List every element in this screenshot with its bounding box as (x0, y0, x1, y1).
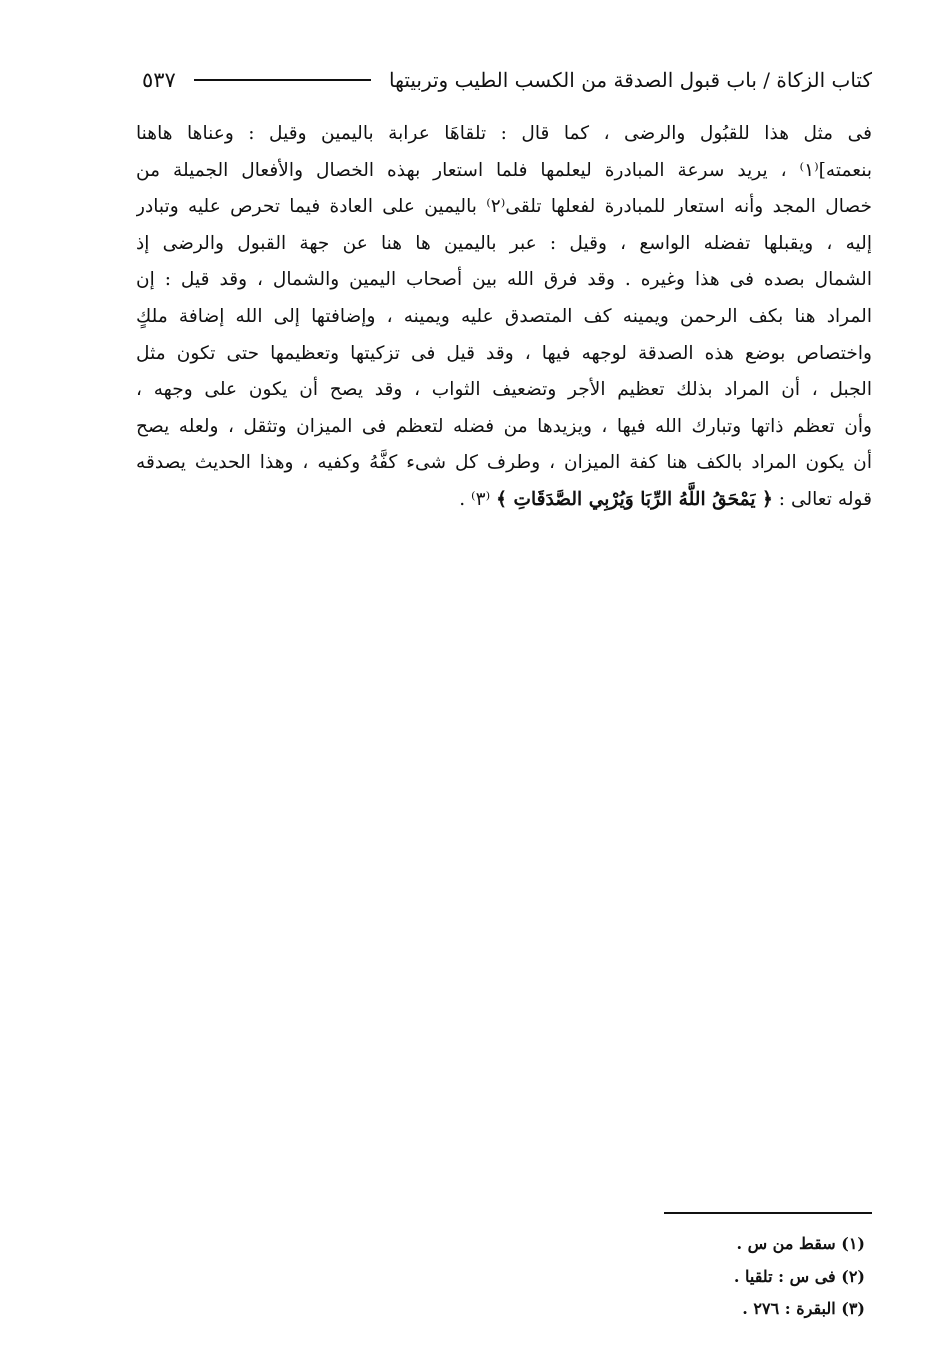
footnote: (٢) فى س : تلقيا . (733, 1266, 865, 1286)
text-line-last (136, 482, 872, 519)
footnote-ref: ⁽٣⁾ . (459, 488, 497, 510)
text-line: خصال المجد وأنه استعار للمبادرة لفعلها تلقى⁽٢⁾ باليمين على العادة فيما تحرص عليه وتبادر (136, 196, 872, 218)
page-number: ٥٣٧ (142, 68, 176, 92)
text-line: الجبل ، أن المراد بذلك تعظيم الأجر وتضعيف الثواب ، وقد يصح أن يكون على وجهه ، (136, 379, 872, 401)
text-line: واختصاص بوضع هذه الصدقة لوجهه فيها ، وقد قيل فى تزكيتها وتعظيمها حتى تكون مثل (136, 342, 872, 364)
footnote: (١) سقط من س . (736, 1234, 865, 1253)
text-line: المراد هنا بكف الرحمن ويمينه كف المتصدق عليه ويمينه ، وإضافتها إلى الله إضافة ملكٍ (136, 305, 872, 327)
running-header (142, 62, 872, 98)
text-line: الشمال بصده فى هذا وغيره . وقد فرق الله بين أصحاب اليمين والشمال ، وقد قيل : إن (136, 269, 872, 291)
footnotes (565, 1228, 865, 1326)
text-line: وأن تعظم ذاتها وتبارك الله فيها ، ويزيدها من فضله لتعظم فى الميزان وتثقل ، ولعله يصح (136, 415, 872, 437)
header-rule (194, 79, 371, 81)
chapter-title: كتاب الزكاة / باب قبول الصدقة من الكسب الطيب وتربيتها (389, 68, 872, 92)
quote-intro: قوله تعالى : (772, 488, 872, 510)
footnote-rule (664, 1212, 872, 1214)
text-line: فى مثل هذا للقبُول والرضى ، كما قال : تلقاهَا عرابة باليمين وقيل : وعناها هاهنا (136, 123, 872, 144)
quran-verse: ﴿ يَمْحَقُ اللَّهُ الرِّبَا وَيُرْبِي الصَّدَقَاتِ ﴾ (496, 488, 773, 510)
text-line: إليه ، ويقبلها تفضله الواسع ، وقيل : عبر باليمين ها هنا عن جهة القبول والرضى إذ (136, 232, 872, 254)
text-line: بنعمته]⁽١⁾ ، يريد سرعة المبادرة ليعلمها فلما استعار بهذه الخصال والأفعال الجميلة من (136, 159, 872, 181)
footnote: (٣) البقرة : ٢٧٦ . (742, 1299, 865, 1318)
main-text (136, 116, 872, 519)
text-line: أن يكون المراد بالكف هنا كفة الميزان ، وطرف كل شىء كفَّهُ وكفيه ، وهذا الحديث يصدقه (136, 452, 872, 474)
